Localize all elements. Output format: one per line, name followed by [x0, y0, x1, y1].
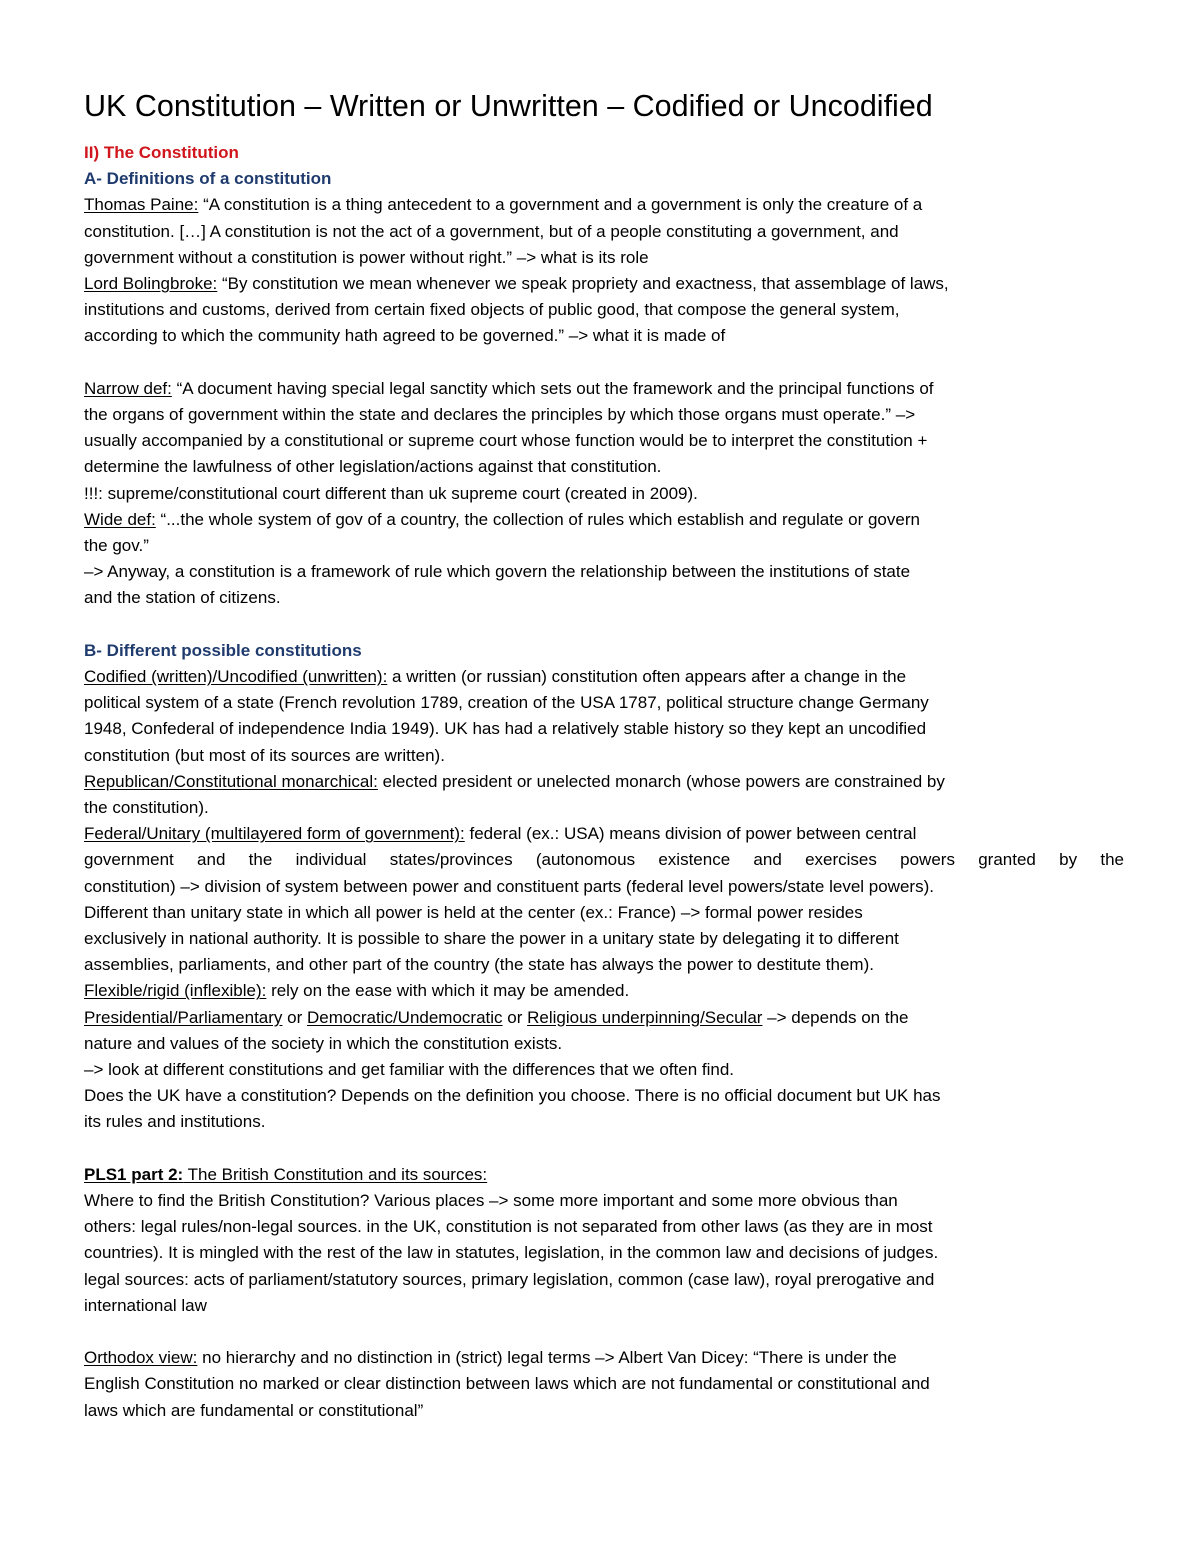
section-heading-definitions: A- Definitions of a constitution	[84, 169, 332, 189]
label-republican: Republican/Constitutional monarchical:	[84, 771, 378, 791]
paragraph-codified: Codified (written)/Uncodified (unwritten): a written (or russian) constitution often appears after a change in the political system of a state (French revolution 1789, creation of the USA 1787, political structure change Germany 1948, Confederal of independence India 1949). UK has had a relatively stable history so they kept an uncodified constitution (but most of its sources are written).	[84, 667, 929, 765]
label-orthodox: Orthodox view:	[84, 1348, 198, 1368]
paragraph-republican: Republican/Constitutional monarchical: elected president or unelected monarch (whose powers are constrained by the constitution).	[84, 771, 945, 818]
paragraph-orthodox: Orthodox view: no hierarchy and no distinction in (strict) legal terms –> Albert Van Dicey: “There is under the English Constitution no marked or clear distinction between laws which are not fundamental or constitutional and laws which are fundamental or constitutional”	[84, 1348, 930, 1420]
page-title: UK Constitution – Written or Unwritten – Codified or Uncodified	[84, 89, 933, 123]
label-bolingbroke: Lord Bolingbroke:	[84, 274, 218, 294]
paragraph-federal: Federal/Unitary (multilayered form of government): federal (ex.: USA) means division of power between central government and the individual states/provinces (autonomous existence and exercises powers granted by the constitution) –> division of system between power and constituent parts (federal level powers/state level powers). Different than unitary state in which all power is held at the center (ex.: France) –> formal power resides exclusively in national authority. It is possible to share the power in a unitary state by delegating it to different assemblies, parliaments, and other part of the country (the state has always the power to destitute them).	[84, 824, 1124, 975]
note-supreme-court: !!!: supreme/constitutional court different than uk supreme court (created in 2009).	[84, 483, 698, 503]
spacer	[84, 1319, 1124, 1345]
paragraph-presidential: Presidential/Parliamentary or Democratic/Undemocratic or Religious underpinning/Secular –> depends on the nature and values of the society in which the constitution exists. –> look at different constitutions and get familiar with the differences that we often find. Does the UK have a constitution? Depends on the definition you choose. There is no official document but UK has its rules and institutions.	[84, 1007, 941, 1132]
document-page	[84, 0, 1124, 1424]
label-federal: Federal/Unitary (multilayered form of government):	[84, 824, 465, 844]
label-pls1-bold: PLS1 part 2:	[84, 1164, 184, 1184]
label-presidential: Presidential/Parliamentary	[84, 1007, 283, 1027]
label-democratic: Democratic/Undemocratic	[306, 1007, 503, 1027]
paragraph-flexible: Flexible/rigid (inflexible): rely on the ease with which it may be amended.	[84, 981, 630, 1001]
paragraph-bolingbroke: Lord Bolingbroke: “By constitution we mean whenever we speak propriety and exactness, that assemblage of laws, institutions and customs, derived from certain fixed objects of public good, that compose the general system, according to which the community hath agreed to be governed.” –> what it is made of	[84, 274, 949, 346]
spacer	[84, 1136, 1124, 1162]
label-pls1: The British Constitution and its sources:	[183, 1164, 488, 1184]
label-flexible: Flexible/rigid (inflexible):	[84, 981, 267, 1001]
section-heading-constitution: II) The Constitution	[84, 143, 239, 162]
paragraph-narrow-def: Narrow def: “A document having special legal sanctity which sets out the framework and the principal functions of the organs of government within the state and declares the principles by which those organs must operate.” –> usually accompanied by a constitutional or supreme court whose function would be to interpret the constitution + determine the lawfulness of other legislation/actions against that constitution. !!!: supreme/constitutional court different than uk supreme court (created in 2009).	[84, 378, 934, 503]
paragraph-pls1: PLS1 part 2: The British Constitution and its sources: Where to find the British Constitution? Various places –> some more important and some more obvious than others: legal rules/non-legal sources. in the UK, constitution is not separated from other laws (as they are in most countries). It is mingled with the rest of the law in statutes, legislation, in the common law and decisions of judges. legal sources: acts of parliament/statutory sources, primary legislation, common (case law), royal prerogative and international law	[84, 1164, 939, 1315]
spacer	[84, 350, 1124, 376]
label-narrow-def: Narrow def:	[84, 378, 172, 398]
label-paine: Thomas Paine:	[84, 195, 199, 215]
paragraph-wide-def: Wide def: “...the whole system of gov of a country, the collection of rules which establish and regulate or govern the gov.” –> Anyway, a constitution is a framework of rule which govern the relationship between the institutions of state and the station of citizens.	[84, 509, 920, 608]
paragraph-paine: Thomas Paine: “A constitution is a thing antecedent to a government and a government is only the creature of a constitution. […] A constitution is not the act of a government, but of a people constituting a government, and government without a constitution is power without right.” –> what is its role	[84, 195, 923, 267]
section-heading-possible-constitutions: B- Different possible constitutions	[84, 640, 362, 660]
label-religious: Religious underpinning/Secular	[527, 1007, 763, 1027]
label-wide-def: Wide def:	[84, 509, 156, 529]
label-codified: Codified (written)/Uncodified (unwritten):	[84, 667, 388, 687]
spacer	[84, 612, 1124, 638]
